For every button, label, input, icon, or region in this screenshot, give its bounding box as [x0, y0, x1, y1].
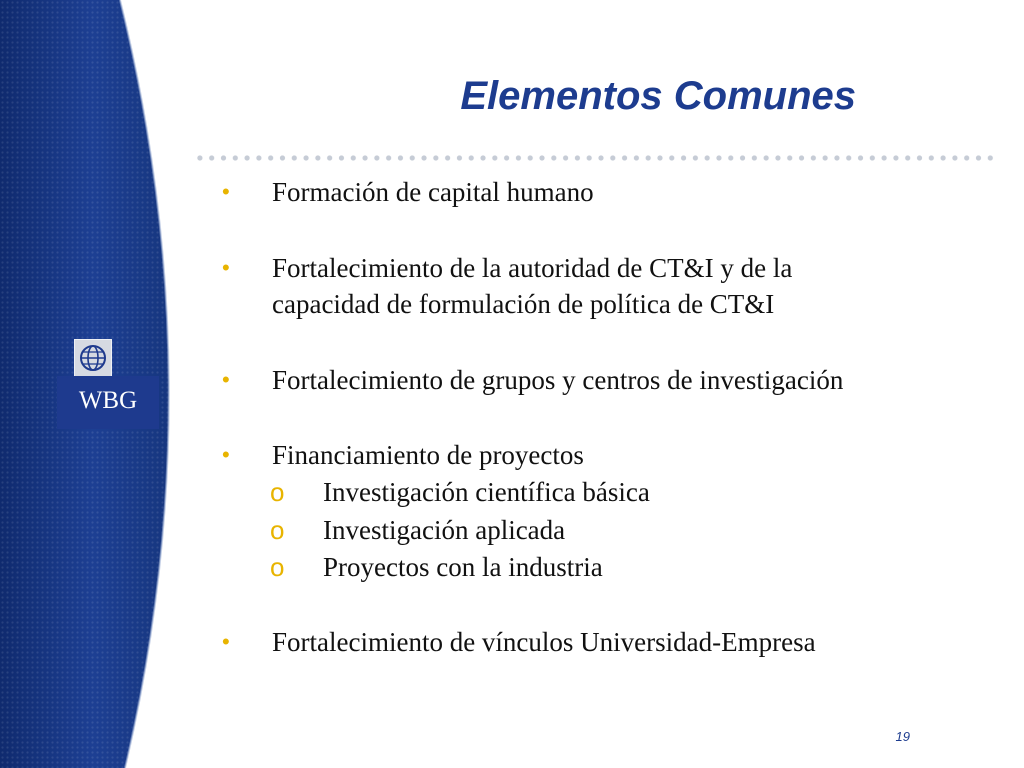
bullet-item-1: Formación de capital humano — [272, 177, 594, 207]
bullet-marker: • — [222, 367, 230, 392]
bullet-item-5: Fortalecimiento de vínculos Universidad-Empresa — [272, 627, 816, 657]
bullet-marker: • — [222, 179, 230, 204]
page-number: 19 — [895, 729, 910, 744]
logo-wbg: WBG — [57, 376, 159, 429]
slide-title: Elementos Comunes — [460, 74, 856, 118]
bullet-marker: • — [222, 442, 230, 467]
sub-item-3: Proyectos con la industria — [323, 552, 603, 582]
sub-item-1: Investigación científica básica — [323, 477, 650, 507]
bullet-marker: • — [222, 629, 230, 654]
bullet-item-3: Fortalecimiento de grupos y centros de investigación — [272, 365, 844, 395]
bullet-marker: • — [222, 255, 230, 280]
sub-bullet-marker: o — [270, 477, 285, 507]
sub-bullet-marker: o — [270, 552, 285, 582]
bullet-item-2-line-2: capacidad de formulación de política de CT&I — [272, 289, 775, 319]
sub-bullet-marker: o — [270, 515, 285, 545]
sub-item-2: Investigación aplicada — [323, 515, 566, 545]
bullet-item-2-line-1: Fortalecimiento de la autoridad de CT&I y de la — [272, 253, 793, 283]
bullet-item-4: Financiamiento de proyectos — [272, 440, 584, 470]
